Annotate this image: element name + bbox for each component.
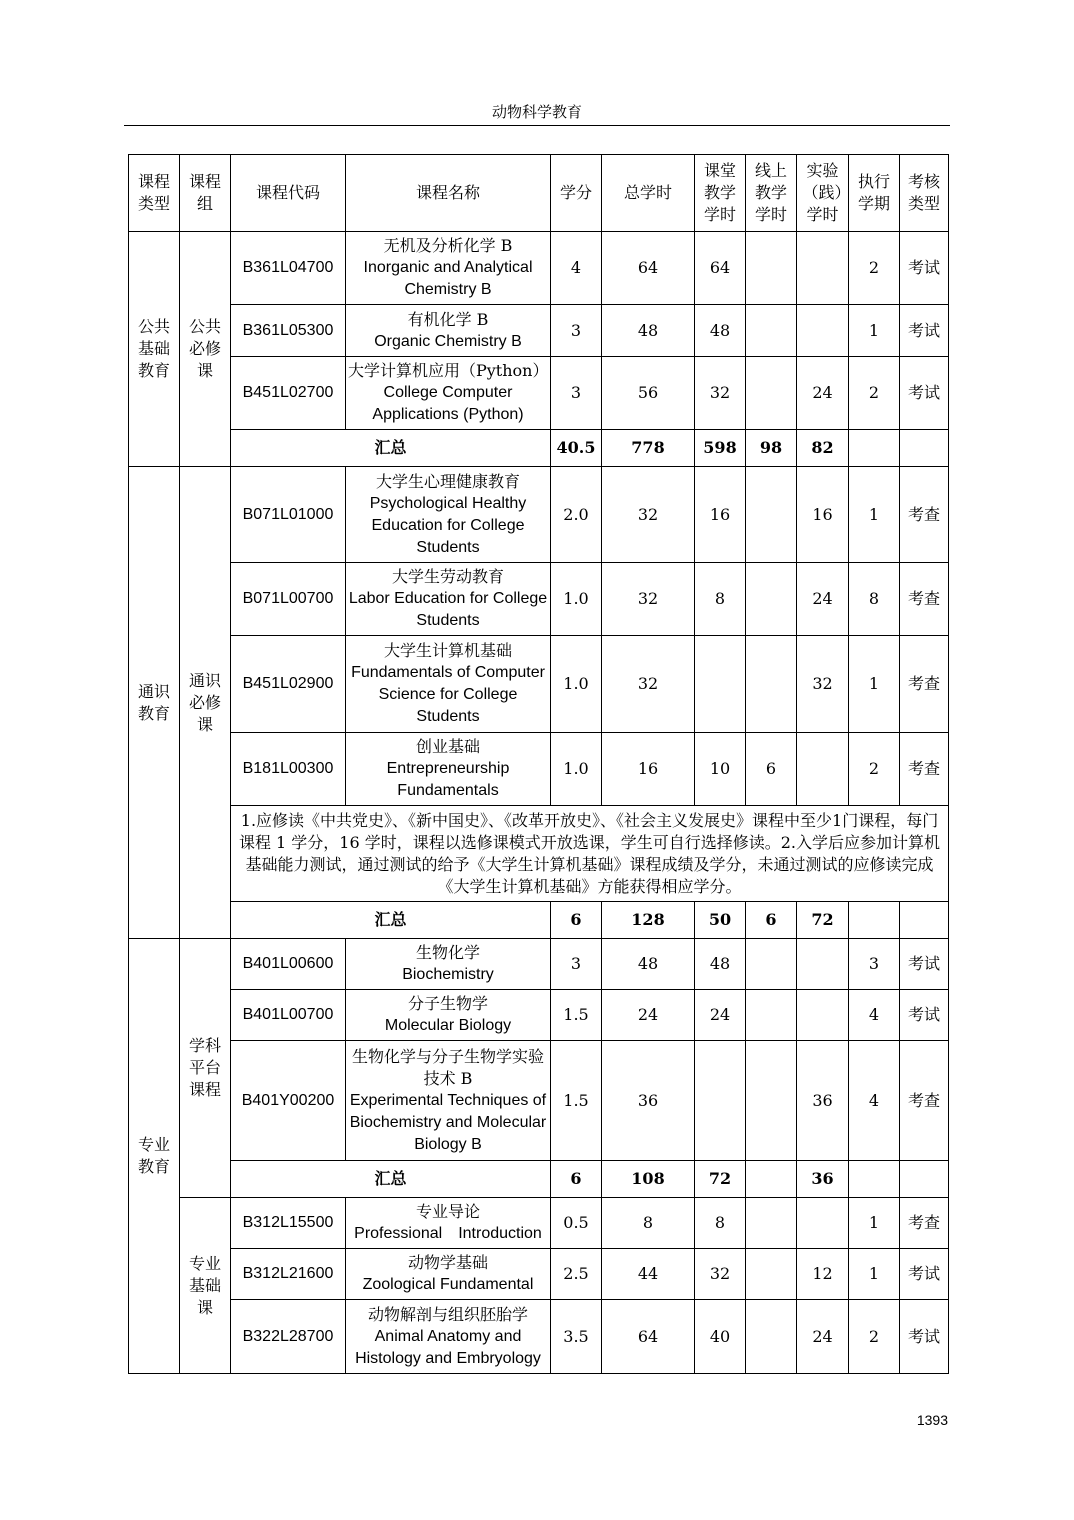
assessment: 考查 (900, 1198, 949, 1249)
course-name (346, 467, 551, 563)
lab-hours: 36 (797, 1041, 849, 1161)
assessment: 考试 (900, 305, 949, 357)
total-hours: 44 (602, 1249, 695, 1300)
assessment: 考查 (900, 563, 949, 636)
total-hours: 24 (602, 990, 695, 1041)
general-education-note: 1.应修读《中共党史》、《新中国史》、《改革开放史》、《社会主义发展史》课程中至少1门课程，每门课程 1 学分，16 学时，课程以选修课模式开放选课，学生可自行选择修读。2.入学后应参加计算机基础能力测试，通过测试的给予《大学生计算机基础》课程成绩及学分，未通过测试的应修读完成《大学生计算机基础》方能获得相应学分。 (231, 806, 949, 902)
course-name-cn: 无机及分析化学 B (383, 236, 513, 255)
table-row (129, 357, 949, 430)
assessment: 考试 (900, 1249, 949, 1300)
course-type-cell: 专业教育 (129, 939, 180, 1374)
credit: 3 (551, 305, 602, 357)
course-name-cn: 动物学基础 (407, 1253, 488, 1272)
assessment: 考查 (900, 467, 949, 563)
course-name-en: Animal Anatomy and Histology and Embryology (355, 1327, 541, 1367)
course-name (346, 733, 551, 806)
course-name-en: Experimental Techniques of Biochemistry and Molecular Biology B (349, 1091, 547, 1153)
total-assessment (900, 902, 949, 939)
col-header-course-name: 课程名称 (346, 155, 551, 232)
course-code: B361L04700 (231, 232, 346, 305)
course-name (346, 357, 551, 430)
online-hours: 6 (746, 733, 797, 806)
course-type-cell: 通识教育 (129, 467, 180, 939)
course-name-cn: 分子生物学 (407, 994, 488, 1013)
total-term (849, 902, 900, 939)
total-row (129, 1161, 949, 1198)
class-hours (695, 1041, 746, 1161)
course-name (346, 636, 551, 733)
total-total-hours: 128 (602, 902, 695, 939)
course-name-cn: 有机化学 B (407, 309, 489, 329)
course-name-cn: 大学计算机应用（Python） (348, 361, 549, 380)
credit: 3 (551, 357, 602, 430)
course-name-en: College Computer Applications (Python) (372, 384, 524, 423)
lab-hours (797, 939, 849, 990)
total-hours: 56 (602, 357, 695, 430)
credit: 1.0 (551, 563, 602, 636)
online-hours (746, 939, 797, 990)
course-code: B401Y00200 (231, 1041, 346, 1161)
course-code: B401L00700 (231, 990, 346, 1041)
class-hours: 10 (695, 733, 746, 806)
total-label: 汇总 (231, 430, 551, 467)
note-row (129, 806, 949, 902)
total-label: 汇总 (231, 1161, 551, 1198)
term: 4 (849, 1041, 900, 1161)
total-hours: 32 (602, 467, 695, 563)
col-header-lab-hours: 实验（践）学时 (797, 155, 849, 232)
total-credit: 6 (551, 902, 602, 939)
assessment: 考查 (900, 636, 949, 733)
lab-hours (797, 990, 849, 1041)
course-name (346, 1198, 551, 1249)
col-header-term: 执行学期 (849, 155, 900, 232)
course-name-cn: 大学生心理健康教育 (375, 471, 520, 491)
course-name-en: Zoological Fundamental (362, 1276, 534, 1293)
term: 3 (849, 939, 900, 990)
class-hours: 64 (695, 232, 746, 305)
class-hours: 8 (695, 563, 746, 636)
online-hours (746, 305, 797, 357)
col-header-course-code: 课程代码 (231, 155, 346, 232)
course-type-cell: 公共基础教育 (129, 232, 180, 467)
course-code: B071L00700 (231, 563, 346, 636)
credit: 2.5 (551, 1249, 602, 1300)
credit: 1.5 (551, 990, 602, 1041)
total-online-hours (746, 1161, 797, 1198)
lab-hours (797, 733, 849, 806)
credit: 3 (551, 939, 602, 990)
course-name (346, 1041, 551, 1161)
credit: 4 (551, 232, 602, 305)
col-header-online-hours: 线上教学学时 (746, 155, 797, 232)
term: 1 (849, 305, 900, 357)
course-name-cn: 大学生计算机基础 (383, 641, 512, 660)
total-class-hours: 598 (695, 430, 746, 467)
course-name-en: Molecular Biology (384, 1017, 512, 1034)
course-name-en: Organic Chemistry B (374, 332, 522, 350)
total-hours: 48 (602, 939, 695, 990)
lab-hours: 24 (797, 563, 849, 636)
course-code: B312L21600 (231, 1249, 346, 1300)
course-name-cn: 专业导论 (415, 1202, 480, 1221)
term: 1 (849, 636, 900, 733)
class-hours (695, 636, 746, 733)
total-credit: 40.5 (551, 430, 602, 467)
class-hours: 16 (695, 467, 746, 563)
total-class-hours: 50 (695, 902, 746, 939)
term: 1 (849, 1249, 900, 1300)
assessment: 考试 (900, 1300, 949, 1374)
term: 2 (849, 232, 900, 305)
course-name (346, 990, 551, 1041)
term: 1 (849, 1198, 900, 1249)
total-hours: 36 (602, 1041, 695, 1161)
assessment: 考查 (900, 733, 949, 806)
course-name (346, 563, 551, 636)
class-hours: 48 (695, 305, 746, 357)
course-name-cn: 动物解剖与组织胚胎学 (367, 1304, 528, 1324)
credit: 1.0 (551, 636, 602, 733)
class-hours: 32 (695, 357, 746, 430)
table-row (129, 1041, 949, 1161)
total-hours: 16 (602, 733, 695, 806)
online-hours (746, 1041, 797, 1161)
credit: 3.5 (551, 1300, 602, 1374)
total-online-hours: 98 (746, 430, 797, 467)
assessment: 考试 (900, 357, 949, 430)
course-code: B401L00600 (231, 939, 346, 990)
course-name (346, 305, 551, 357)
lab-hours (797, 1198, 849, 1249)
col-header-course-group: 课程组 (180, 155, 231, 232)
assessment: 考试 (900, 990, 949, 1041)
course-code: B181L00300 (231, 733, 346, 806)
total-hours: 32 (602, 636, 695, 733)
table-row (129, 1300, 949, 1374)
total-label: 汇总 (231, 902, 551, 939)
course-group-cell: 专业基础课 (180, 1198, 231, 1374)
course-name-en: Inorganic and Analytical Chemistry B (363, 259, 533, 298)
class-hours: 40 (695, 1300, 746, 1374)
online-hours (746, 563, 797, 636)
col-header-credit: 学分 (551, 155, 602, 232)
table-row (129, 563, 949, 636)
table-row (129, 636, 949, 733)
course-name-en: Entrepreneurship Fundamentals (386, 760, 510, 799)
class-hours: 48 (695, 939, 746, 990)
col-header-assessment: 考核类型 (900, 155, 949, 232)
course-name (346, 939, 551, 990)
table-row (129, 939, 949, 990)
table-row (129, 1249, 949, 1300)
credit: 1.5 (551, 1041, 602, 1161)
course-name-cn: 创业基础 (415, 737, 480, 756)
course-group-cell: 通识必修课 (180, 467, 231, 939)
course-code: B312L15500 (231, 1198, 346, 1249)
total-assessment (900, 1161, 949, 1198)
total-lab-hours: 72 (797, 902, 849, 939)
lab-hours (797, 232, 849, 305)
running-title: 动物科学教育 (491, 103, 582, 121)
term: 4 (849, 990, 900, 1041)
class-hours: 8 (695, 1198, 746, 1249)
total-row (129, 902, 949, 939)
total-total-hours: 108 (602, 1161, 695, 1198)
total-total-hours: 778 (602, 430, 695, 467)
course-name-en: Professional Introduction (354, 1225, 542, 1242)
class-hours: 32 (695, 1249, 746, 1300)
course-name-cn: 生物化学与分子生物学实验技术 B (351, 1046, 544, 1088)
col-header-course-type: 课程类型 (129, 155, 180, 232)
table-row (129, 733, 949, 806)
course-code: B361L05300 (231, 305, 346, 357)
total-credit: 6 (551, 1161, 602, 1198)
total-hours: 32 (602, 563, 695, 636)
credit: 1.0 (551, 733, 602, 806)
assessment: 考试 (900, 939, 949, 990)
lab-hours: 24 (797, 357, 849, 430)
total-hours: 8 (602, 1198, 695, 1249)
course-name-en: Labor Education for College Students (348, 590, 548, 629)
course-code: B322L28700 (231, 1300, 346, 1374)
total-hours: 48 (602, 305, 695, 357)
header-rule (124, 125, 950, 126)
assessment: 考试 (900, 232, 949, 305)
lab-hours (797, 305, 849, 357)
course-name (346, 232, 551, 305)
online-hours (746, 1300, 797, 1374)
lab-hours: 16 (797, 467, 849, 563)
online-hours (746, 1198, 797, 1249)
total-online-hours: 6 (746, 902, 797, 939)
course-code: B451L02900 (231, 636, 346, 733)
credit: 0.5 (551, 1198, 602, 1249)
term: 2 (849, 357, 900, 430)
course-code: B071L01000 (231, 467, 346, 563)
course-group-cell: 公共必修课 (180, 232, 231, 467)
course-name-cn: 大学生劳动教育 (391, 567, 504, 586)
col-header-total-hours: 总学时 (602, 155, 695, 232)
header-row (129, 155, 949, 232)
total-hours: 64 (602, 232, 695, 305)
course-name-en: Biochemistry (402, 966, 494, 983)
table-row (129, 1198, 949, 1249)
course-name-en: Fundamentals of Computer Science for College Students (351, 664, 545, 725)
online-hours (746, 467, 797, 563)
total-class-hours: 72 (695, 1161, 746, 1198)
total-term (849, 430, 900, 467)
online-hours (746, 232, 797, 305)
course-name-cn: 生物化学 (415, 943, 480, 962)
table-row (129, 232, 949, 305)
assessment: 考查 (900, 1041, 949, 1161)
total-assessment (900, 430, 949, 467)
total-term (849, 1161, 900, 1198)
curriculum-table (128, 154, 949, 1374)
table-row (129, 990, 949, 1041)
page-number: 1393 (916, 1412, 948, 1428)
total-lab-hours: 82 (797, 430, 849, 467)
credit: 2.0 (551, 467, 602, 563)
course-name-en: Psychological Healthy Education for College Students (369, 494, 527, 556)
total-lab-hours: 36 (797, 1161, 849, 1198)
total-row (129, 430, 949, 467)
col-header-class-hours: 课堂教学学时 (695, 155, 746, 232)
online-hours (746, 636, 797, 733)
course-group-cell: 学科平台课程 (180, 939, 231, 1198)
online-hours (746, 990, 797, 1041)
course-name (346, 1249, 551, 1300)
table-row (129, 467, 949, 563)
lab-hours: 24 (797, 1300, 849, 1374)
class-hours: 24 (695, 990, 746, 1041)
term: 2 (849, 733, 900, 806)
online-hours (746, 1249, 797, 1300)
course-name (346, 1300, 551, 1374)
table-row (129, 305, 949, 357)
course-code: B451L02700 (231, 357, 346, 430)
term: 2 (849, 1300, 900, 1374)
lab-hours: 12 (797, 1249, 849, 1300)
online-hours (746, 357, 797, 430)
lab-hours: 32 (797, 636, 849, 733)
total-hours: 64 (602, 1300, 695, 1374)
term: 8 (849, 563, 900, 636)
term: 1 (849, 467, 900, 563)
